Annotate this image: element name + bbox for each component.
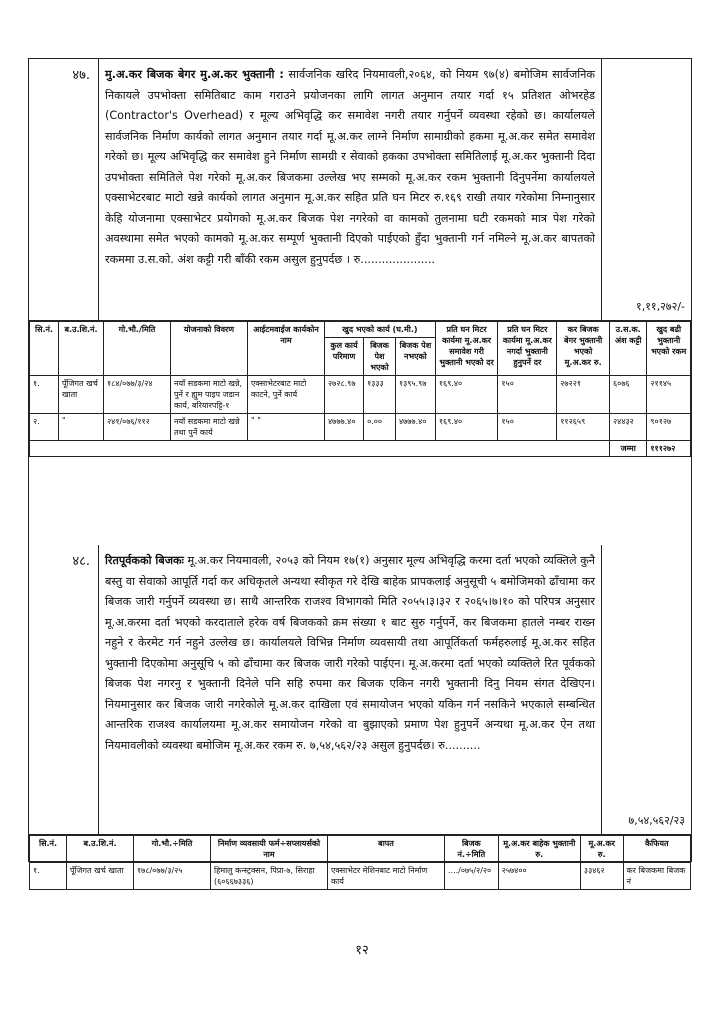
- th-rate-novat: प्रति घन मिटर कार्यमा मू.अ.कर नगर्दा भुक्तानी हुनुपर्ने दर: [498, 322, 557, 376]
- th-group: खुद भएको कार्य (घ.मी.): [325, 322, 436, 338]
- th-sn: सि.नं.: [30, 322, 59, 376]
- cell: १६९.४०: [435, 376, 498, 414]
- cell: १७८/०७७/३/२५: [134, 863, 211, 890]
- cell: पूँजिगत खर्च खाता: [59, 376, 104, 414]
- cell: पूँजिगत खर्च खाता: [67, 863, 134, 890]
- th-payment: मू.अ.कर बाहेक भुक्तानी रु.: [498, 836, 580, 863]
- section-number-col: [29, 59, 99, 320]
- section-48: [29, 545, 691, 835]
- section-amount: ७,५४,५६२/२३: [628, 814, 685, 827]
- th-item: आईटमवाईज कार्यकोन नाम: [248, 322, 325, 376]
- cell: २४४३२: [610, 414, 647, 441]
- cell: १३३३: [364, 376, 396, 414]
- th-invoice: बिजक नं.÷मिति: [445, 836, 499, 863]
- cell: २७२८.९७: [325, 376, 364, 414]
- section-47: [29, 59, 691, 321]
- cell: २११४५: [647, 376, 691, 414]
- cell: १.: [30, 863, 67, 890]
- cell: ४७७७.४०: [395, 414, 435, 441]
- table-row: [30, 376, 691, 414]
- amount-col: [601, 545, 691, 834]
- cell: १६९.४०: [435, 414, 498, 441]
- cell: २४१/०७६/११२: [104, 414, 171, 441]
- cell: १३९५.९७: [395, 376, 435, 414]
- th-project: योजनाको विवरण: [171, 322, 248, 376]
- cell: २७२२१: [557, 376, 610, 414]
- cell: ०.००: [364, 414, 396, 441]
- th-unbilled: बिजक पेश नभएको: [395, 338, 435, 376]
- section-body: मू.अ.कर नियमावली, २०५३ को नियम १७(१) अनुसार मूल्य अभिवृद्धि करमा दर्ता भएको व्यक्तिले कुनै बस्तु वा सेवाको आपूर्ति गर्दा कर अधिकृतले अन्यथा स्वीकृत गरे देखि बाहेक प्रापकलाई अनुसूची ५ बमोजिमको ढाँचामा कर बिजक जारी गर्नुपर्ने व्यवस्था छ। साथै आन्तरिक राजश्व विभागको मिति २०५५।३।३२ र २०६५।७।१० को परिपत्र अनुसार मू.अ.करमा दर्ता भएको करदाताले हरेक वर्ष बिजकको क्रम संख्या १ बाट सुरु गर्नुपर्ने, कर बिजकमा हातले नम्बर राख्न नहुने र केरमेट गर्न नहुने उल्लेख छ। कार्यालयले विभिन्न निर्माण व्यवसायी तथा आपूर्तिकर्ता फर्महरुलाई मू.अ.कर सहित भुक्तानी दिएकोमा अनुसूचि ५ को ढाँचामा कर बिजक जारी गरेको पाईएन। मू.अ.करमा दर्ता भएको व्यक्तिले रित पूर्वकको बिजक पेश नगरनु र भुक्तानी दिनेले पनि सहि रुपमा कर बिजक एकिन नगरी भुक्तानी दिनु नियम संगत देखिएन। नियमानुसार कर बिजक जारी नगरेकोले मू.अ.कर दाखिला एवं समायोजन भएको यकिन गर्न नसकिने भएकाले सम्बन्धित आन्तरिक राजश्व कार्यालयमा मू.अ.कर समायोजन गरेको वा बुझाएको प्रमाण पेश हुनुपर्ने अन्यथा मू.अ.कर ऐन तथा नियमावलीको व्यवस्था बमोजिम मू.अ.कर रकम रु. ७,५४,५६२/२३ असुल हुनुपर्दछ। रु..........: [105, 554, 595, 752]
- cell: ..../०७५/२/२०: [445, 863, 499, 890]
- section-heading: मु.अ.कर बिजक बेगर मु.अ.कर भुक्तानी :: [105, 68, 284, 81]
- cell: १५०: [498, 376, 557, 414]
- th-share: उ.स.क. अंश कट्टी: [610, 322, 647, 376]
- cell: ३३४६२: [580, 863, 623, 890]
- cell: नयाँ सडकमा माटो खन्ने, पुनें र ह्युम पाइप जडान कार्य, बरियारपट्टि-१: [171, 376, 248, 414]
- th-vat: मू.अ.कर रु.: [580, 836, 623, 863]
- section-number: ४७.: [72, 68, 90, 83]
- th-firm: निर्माण व्यवसायी फर्म÷सप्लायर्सको नाम: [211, 836, 328, 863]
- cell-empty: [30, 441, 610, 457]
- th-rate-vat: प्रति घन मिटर कार्यमा मू.अ.कर समावेश गरी भुक्तानी भएको दर: [435, 322, 498, 376]
- th-remarks: कैफियत: [623, 836, 691, 863]
- section-amount: १,११,२७२/-: [636, 300, 685, 313]
- table-row: [30, 863, 691, 890]
- th-excess: खुद बढी भुक्तानी भएको रकम: [647, 322, 691, 376]
- cell: ६०७६: [610, 376, 647, 414]
- th-sn: सि.नं.: [30, 836, 67, 863]
- cell: १८४/०७७/३/२४: [104, 376, 171, 414]
- cell: ११२६५९: [557, 414, 610, 441]
- cell: कर बिजकमा बिजक नं: [623, 863, 691, 890]
- cell: एक्साभेटर मेशिनबाट माटो निर्माण कार्य: [328, 863, 445, 890]
- section-body: सार्वजनिक खरिद नियमावली,२०६४, को नियम ९७(४) बमोजिम सार्वजनिक निकायले उपभोक्ता समितिबाट काम गराउने प्रयोजनका लागि लागत अनुमान तयार गर्दा १५ प्रतिशत ओभरहेड (Contractor's Overhead) र मूल्य अभिवृद्धि कर समावेश नगरी तयार गर्नुपर्ने व्यवस्था रहेको छ। कार्यालयले सार्वजनिक निर्माण कार्यको लागत अनुमान तयार गर्दा मू.अ.कर लाग्ने निर्माण सामाग्रीको हकमा मू.अ.कर समेत समावेश गरेको छ। मूल्य अभिवृद्धि कर समावेश हुने निर्माण सामग्री र सेवाको हकका उपभोक्ता समितिलाई मू.अ.कर भुक्तानी दिदा उपभोक्ता समितिले पेश गरेको मू.अ.कर बिजकमा उल्लेख भए सम्मको मू.अ.कर रकम भुक्तानी दिनुपर्नेमा कार्यालयले एक्साभेटरबाट माटो खन्ने कार्यको लागत अनुमान मू.अ.कर सहित प्रति घन मिटर रु.१६९ राखी तयार गरेकोमा निम्नानुसार केहि योजनामा एक्साभेटर प्रयोगको मू.अ.कर बिजक पेश नगरेको वा कामको तुलनामा घटी रकमको मात्र पेश गरेको अवस्थामा समेत भएको कामको मू.अ.कर सम्पूर्ण भुक्तानी दिएको पाईएको हुँदा भुक्तानी गर्न नमिल्ने मू.अ.कर बापतको रकममा उ.स.को. अंश कट्टी गरी बाँकी रकम असुल हुनुपर्दछ । रु.....................: [105, 68, 595, 266]
- th-budget: ब.उ.शि.नं.: [59, 322, 104, 376]
- cell: नयाँ सडकमा माटो खन्ने तथा पुर्ने कार्य: [171, 414, 248, 441]
- cell: २.: [30, 414, 59, 441]
- section-number: ४८.: [72, 554, 90, 569]
- section-number-col: [29, 545, 99, 834]
- th-budget: ब.उ.शि.नं.: [67, 836, 134, 863]
- section-heading: रितपूर्वकको बिजकः: [105, 554, 184, 567]
- audit-frame: [28, 58, 692, 886]
- total-value: १११२७२: [647, 441, 691, 457]
- cell: २५७४००: [498, 863, 580, 890]
- cell: १५०: [498, 414, 557, 441]
- amount-col: [601, 59, 691, 320]
- total-label: जम्मा: [610, 441, 647, 457]
- cell: ९०१२७: [647, 414, 691, 441]
- th-purpose: बापत: [328, 836, 445, 863]
- th-voucher: गो.भौ.÷मिति: [134, 836, 211, 863]
- th-vat-paid: कर बिजक बेगर भुक्तानी भएको मू.अ.कर रु.: [557, 322, 610, 376]
- cell: ४७७७.४०: [325, 414, 364, 441]
- cell: " ": [248, 414, 325, 441]
- section-paragraph: [105, 551, 595, 756]
- table-row: [30, 414, 691, 441]
- total-row: [30, 441, 691, 457]
- cell: हिमालु कन्स्ट्रक्सन, पिप्रा-७, सिराहा (६०६६७३३६): [211, 863, 328, 890]
- excavator-vat-table: [29, 321, 691, 457]
- cell: एक्साभेटरबाट माटो काटने, पुर्ने कार्य: [248, 376, 325, 414]
- page-number: १२: [355, 943, 369, 958]
- th-voucher: गो.भौ./मिति: [104, 322, 171, 376]
- section-paragraph: [105, 65, 595, 270]
- cell: १.: [30, 376, 59, 414]
- cell: ": [59, 414, 104, 441]
- th-billed: बिजक पेश भएको: [364, 338, 396, 376]
- th-total-qty: कुल कार्य परिमाण: [325, 338, 364, 376]
- invoice-table: [29, 835, 691, 890]
